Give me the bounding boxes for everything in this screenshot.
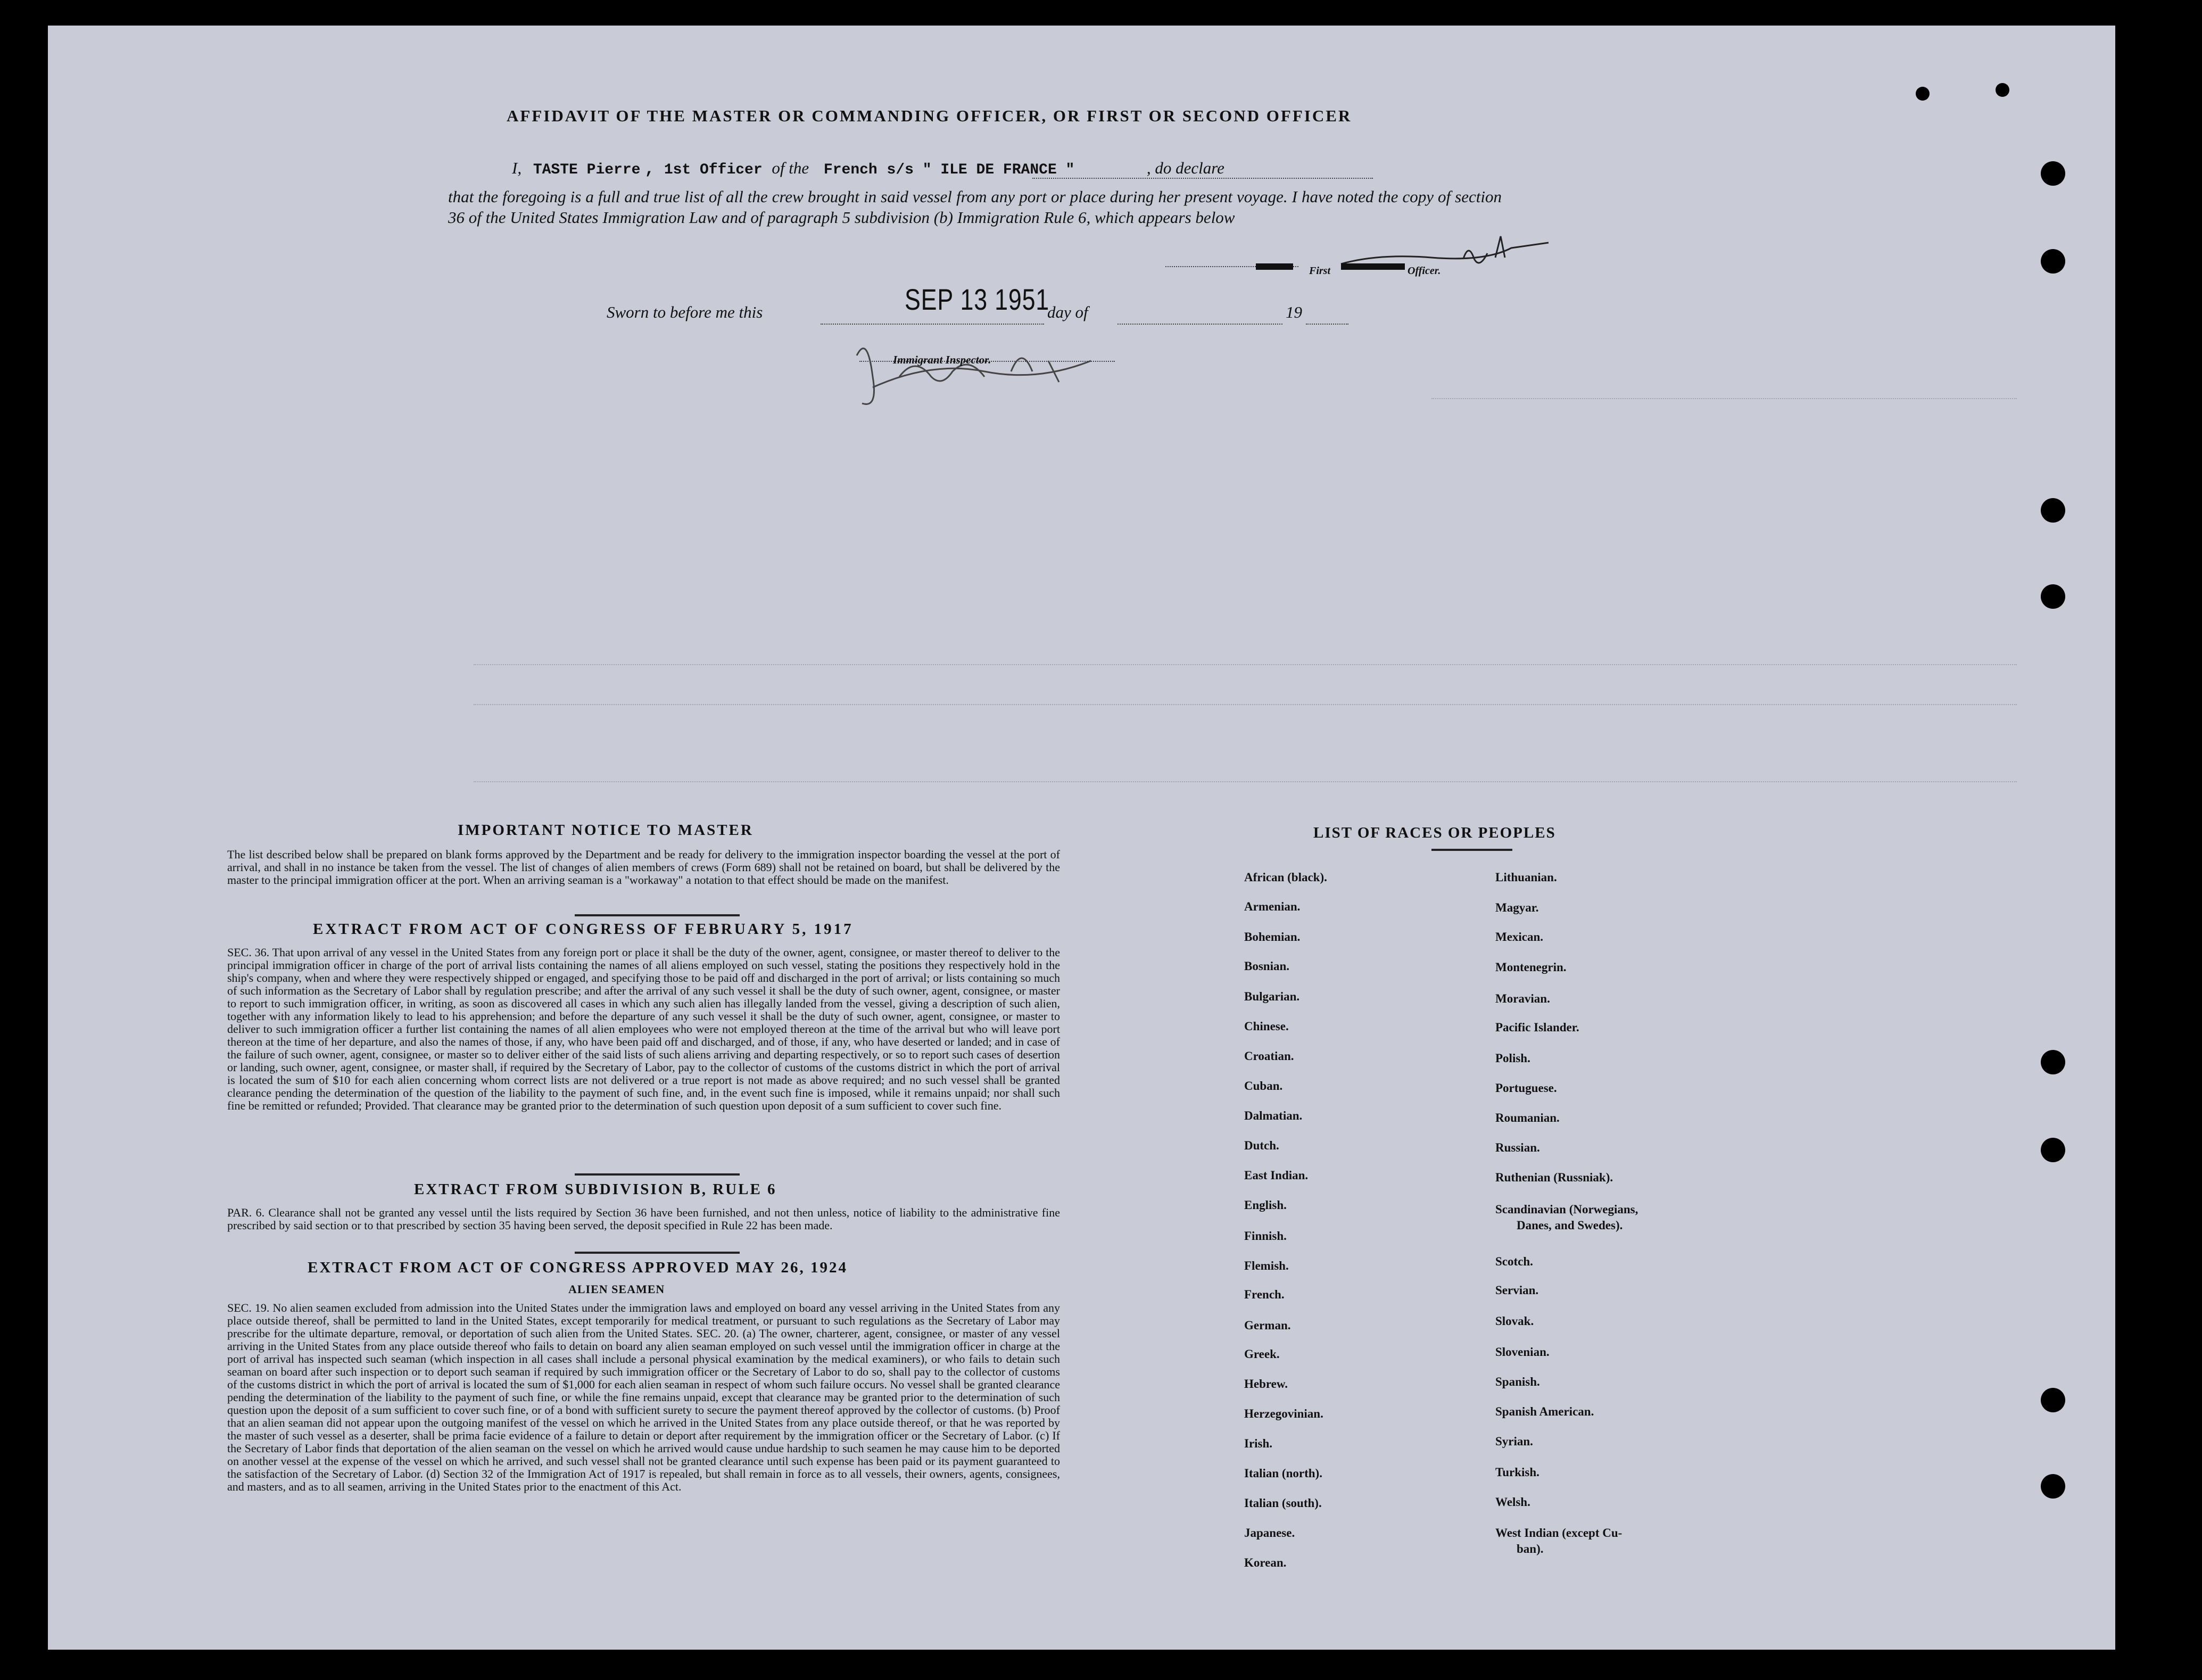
race-item: Polish. <box>1495 1052 1530 1065</box>
race-item: French. <box>1244 1288 1285 1301</box>
race-item: Chinese. <box>1244 1020 1289 1033</box>
race-item: Servian. <box>1495 1284 1539 1297</box>
punch-hole <box>2041 249 2065 274</box>
races-title: LIST OF RACES OR PEOPLES <box>1313 824 1556 841</box>
race-item: Irish. <box>1244 1437 1273 1450</box>
divider <box>575 1173 740 1176</box>
affidavit-line1 <box>512 159 1224 179</box>
race-item: Hebrew. <box>1244 1377 1288 1391</box>
punch-hole <box>2041 161 2065 186</box>
race-item: Magyar. <box>1495 901 1539 914</box>
line1-prefix: I, <box>512 159 522 177</box>
day-of-text: day of <box>1047 303 1088 321</box>
race-item: ban). <box>1517 1542 1544 1555</box>
race-item: Slovak. <box>1495 1314 1534 1328</box>
race-item: Roumanian. <box>1495 1111 1560 1124</box>
extract-rule6-title: EXTRACT FROM SUBDIVISION B, RULE 6 <box>414 1181 777 1198</box>
extract-rule6-text: PAR. 6. Clearance shall not be granted any vessel until the lists required by Section 36 have been furnished, and not then unless, notice of liability to the administrative fine prescribed by said section or to that prescribed by section 35 having been served, the deposit specified in Rule 22 has been made. <box>227 1206 1060 1232</box>
inspector-signature <box>835 324 1133 414</box>
race-item: Armenian. <box>1244 900 1301 913</box>
ink-dot <box>1916 87 1930 101</box>
race-item: Russian. <box>1495 1141 1540 1154</box>
inspector-label: Immigrant Inspector. <box>893 353 991 366</box>
race-item: English. <box>1244 1198 1287 1212</box>
punch-hole <box>2041 1050 2065 1074</box>
nationality: French <box>823 162 878 178</box>
race-item: Slovenian. <box>1495 1345 1550 1359</box>
extract-1917-text: SEC. 36. That upon arrival of any vessel in the United States from any foreign port or place it shall be the duty of the owner, agent, consignee, or master thereof to deliver to the principal immigration officer in charge of the port of arrival lists containing the names of all aliens employed on such vessel, stating the positions they respectively hold in the ship's company, when and where they were respectively shipped or engaged, and specifying those to be paid off and discharged in the port of arrival; or lists containing so much of such information as the Secretary of Labor shall by regulation prescribe; and after the arrival of any such vessel it shall be the duty of such owner, agent, consignee, or master to report to such immigration officer, in writing, as soon as discovered all cases in which any such alien has illegally landed from the vessel, giving a description of such alien, together with any information likely to lead to his apprehension; and before the departure of any such vessel it shall be the duty of such owner, agent, consignee, or master to deliver to such immigration officer a further list containing the names of all alien employees who were not employed thereon at the time of the arrival but who will leave port thereon at the time of her departure, and also the names of those, if any, who have been paid off and discharged, and of those, if any, who have deserted or landed; and in case of the failure of such owner, agent, consignee, or master so to deliver either of the said lists of such aliens arriving and departing respectively, or so to report such cases of desertion or landing, such owner, agent, consignee, or master shall, if required by the Secretary of Labor, pay to the collector of customs of the customs district in which the port of arrival is located the sum of $10 for each alien concerning whom correct lists are not delivered or a true report is not made as above required; and no such vessel shall be granted clearance pending the determination of the question of the liability to the payment of such fine, and, in the event such fine is imposed, while it remains unpaid; nor shall such fine be remitted or refunded; Provided. That clearance may be granted prior to the determination of such question upon deposit of a sum sufficient to cover such fine. <box>227 946 1060 1112</box>
punch-hole <box>2041 1138 2065 1162</box>
race-item: Portuguese. <box>1495 1081 1557 1095</box>
officer-signature-label: First Officer. <box>1309 265 1441 277</box>
year-line <box>1306 324 1348 325</box>
race-item: Herzegovinian. <box>1244 1407 1323 1420</box>
month-line <box>1117 324 1282 325</box>
race-item: Spanish. <box>1495 1375 1540 1388</box>
race-item: Scandinavian (Norwegians, <box>1495 1203 1638 1216</box>
extract-1924-title: EXTRACT FROM ACT OF CONGRESS APPROVED MAY 26, 1924 <box>308 1259 848 1276</box>
document-page <box>48 26 2115 1650</box>
punch-hole <box>2041 584 2065 609</box>
race-item: Croatian. <box>1244 1049 1294 1063</box>
punch-hole <box>2041 1474 2065 1499</box>
race-item: Japanese. <box>1244 1526 1295 1540</box>
race-item: Korean. <box>1244 1556 1287 1569</box>
bleed-line <box>1431 398 2017 399</box>
race-item: Dutch. <box>1244 1139 1279 1152</box>
punch-hole <box>2041 1388 2065 1412</box>
affidavit-fill-line <box>1032 178 1373 179</box>
race-item: Bosnian. <box>1244 959 1290 973</box>
extract-1924-subtitle: ALIEN SEAMEN <box>568 1282 665 1296</box>
of-the-text: of the <box>772 159 809 177</box>
bleed-line <box>474 664 2017 665</box>
affidavit-title: AFFIDAVIT OF THE MASTER OR COMMANDING OFFICER, OR FIRST OR SECOND OFFICER <box>507 106 1352 125</box>
notice-text: The list described below shall be prepared on blank forms approved by the Department and be ready for delivery to the immigration inspector boarding the vessel at the port of arrival, and shall in no instance be taken from the vessel. The list of changes of alien members of crews (Form 689) shall not be retained on board, but shall be delivered by the master to the principal immigration officer at the port. When an arriving seaman is a "workaway" a notation to that effect should be made on the manifest. <box>227 848 1060 887</box>
race-item: Finnish. <box>1244 1229 1287 1243</box>
race-item: Cuban. <box>1244 1079 1283 1093</box>
race-item: East Indian. <box>1244 1169 1309 1182</box>
ink-dot <box>1996 83 2009 97</box>
race-item: Moravian. <box>1495 992 1550 1005</box>
race-item: Pacific Islander. <box>1495 1021 1579 1034</box>
race-item: Bohemian. <box>1244 930 1301 944</box>
vessel-name: s/s " ILE DE FRANCE " <box>887 162 1075 178</box>
race-item: Dalmatian. <box>1244 1109 1303 1122</box>
race-item: Ruthenian (Russniak). <box>1495 1171 1613 1184</box>
race-item: German. <box>1244 1319 1291 1332</box>
race-item: Bulgarian. <box>1244 990 1300 1003</box>
redaction-1 <box>1256 263 1293 270</box>
race-item: Danes, and Swedes). <box>1517 1219 1623 1232</box>
sworn-text: Sworn to before me this <box>607 303 763 321</box>
race-item: West Indian (except Cu- <box>1495 1526 1622 1540</box>
do-declare-text: , do declare <box>1146 159 1224 177</box>
race-item: African (black). <box>1244 871 1327 884</box>
race-item: Italian (north). <box>1244 1467 1322 1480</box>
officer-name: TASTE Pierre <box>533 162 641 178</box>
punch-hole <box>2041 498 2065 523</box>
race-item: Flemish. <box>1244 1259 1289 1272</box>
comma: , <box>644 160 655 179</box>
race-item: Spanish American. <box>1495 1405 1594 1418</box>
bleed-line <box>474 704 2017 705</box>
race-item: Lithuanian. <box>1495 871 1557 884</box>
divider <box>575 1252 740 1254</box>
extract-1924-text: SEC. 19. No alien seamen excluded from admission into the United States under the immigration laws and employed on board any vessel arriving in the United States from any place outside thereof, shall be permitted to land in the United States, except temporarily for medical treatment, or pursuant to such regulations as the Secretary of Labor may prescribe for the ultimate departure, removal, or deportation of such alien from the United States. SEC. 20. (a) The owner, charterer, agent, consignee, or master of any vessel arriving in the United States from any place outside thereof who fails to detain on board any alien seaman employed on such vessel until the immigration officer in charge at the port of arrival has inspected such seaman (which inspection in all cases shall include a personal physical examination by the medical examiners), or who fails to detain such seaman on board after such inspection or to deport such seaman if required by such immigration officer or the Secretary of Labor to do so, shall pay to the collector of customs of the customs district in which the port of arrival is located the sum of $1,000 for each alien seaman in respect of whom such failure occurs. No vessel shall be granted clearance pending the determination of the liability to the payment of such fine, or while the fine remains unpaid, except that clearance may be granted prior to the determination of such question upon the deposit of a sum sufficient to cover such fine, or of a bond with sufficient surety to secure the payment thereof approved by the collector of customs. (b) Proof that an alien seaman did not appear upon the outgoing manifest of the vessel on which he arrived in the United States from any place outside thereof, or that he was reported by the master of such vessel as a deserter, shall be prima facie evidence of a failure to detain or deport after requirement by the immigration officer or the Secretary of Labor. (c) If the Secretary of Labor finds that deportation of the alien seaman on the vessel on which he arrived would cause undue hardship to such seamen he may cause him to be deported on another vessel at the expense of the vessel on which he arrived, and such vessel shall not be granted clearance until such expense has been paid or its payment guaranteed to the satisfaction of the Secretary of Labor. (d) Section 32 of the Immigration Act of 1917 is repealed, but shall remain in force as to all vessels, their owners, agents, consignees, and masters, and as to all seamen, arriving in the United States prior to the enactment of this Act. <box>227 1301 1060 1493</box>
race-item: Italian (south). <box>1244 1496 1322 1510</box>
race-item: Mexican. <box>1495 930 1544 944</box>
affidavit-body: that the foregoing is a full and true list of all the crew brought in said vessel from any port or place during her present voyage. I have noted the copy of section 36 of the United States Immigration Law and of paragraph 5 subdivision (b) Immigration Rule 6, which appears below <box>448 187 1502 227</box>
race-item: Greek. <box>1244 1347 1280 1361</box>
notice-title: IMPORTANT NOTICE TO MASTER <box>458 822 754 839</box>
officer-rank: 1st Officer <box>664 162 763 178</box>
date-stamp: SEP 13 1951 <box>905 283 1050 316</box>
divider <box>575 914 740 916</box>
race-item: Welsh. <box>1495 1495 1530 1509</box>
extract-1917-title: EXTRACT FROM ACT OF CONGRESS OF FEBRUARY 5, 1917 <box>313 921 854 938</box>
race-item: Scotch. <box>1495 1255 1533 1268</box>
year-prefix: 19 <box>1286 303 1302 321</box>
divider <box>1431 849 1512 851</box>
race-item: Montenegrin. <box>1495 961 1567 974</box>
race-item: Syrian. <box>1495 1435 1533 1448</box>
race-item: Turkish. <box>1495 1466 1539 1479</box>
bleed-line <box>474 781 2017 782</box>
